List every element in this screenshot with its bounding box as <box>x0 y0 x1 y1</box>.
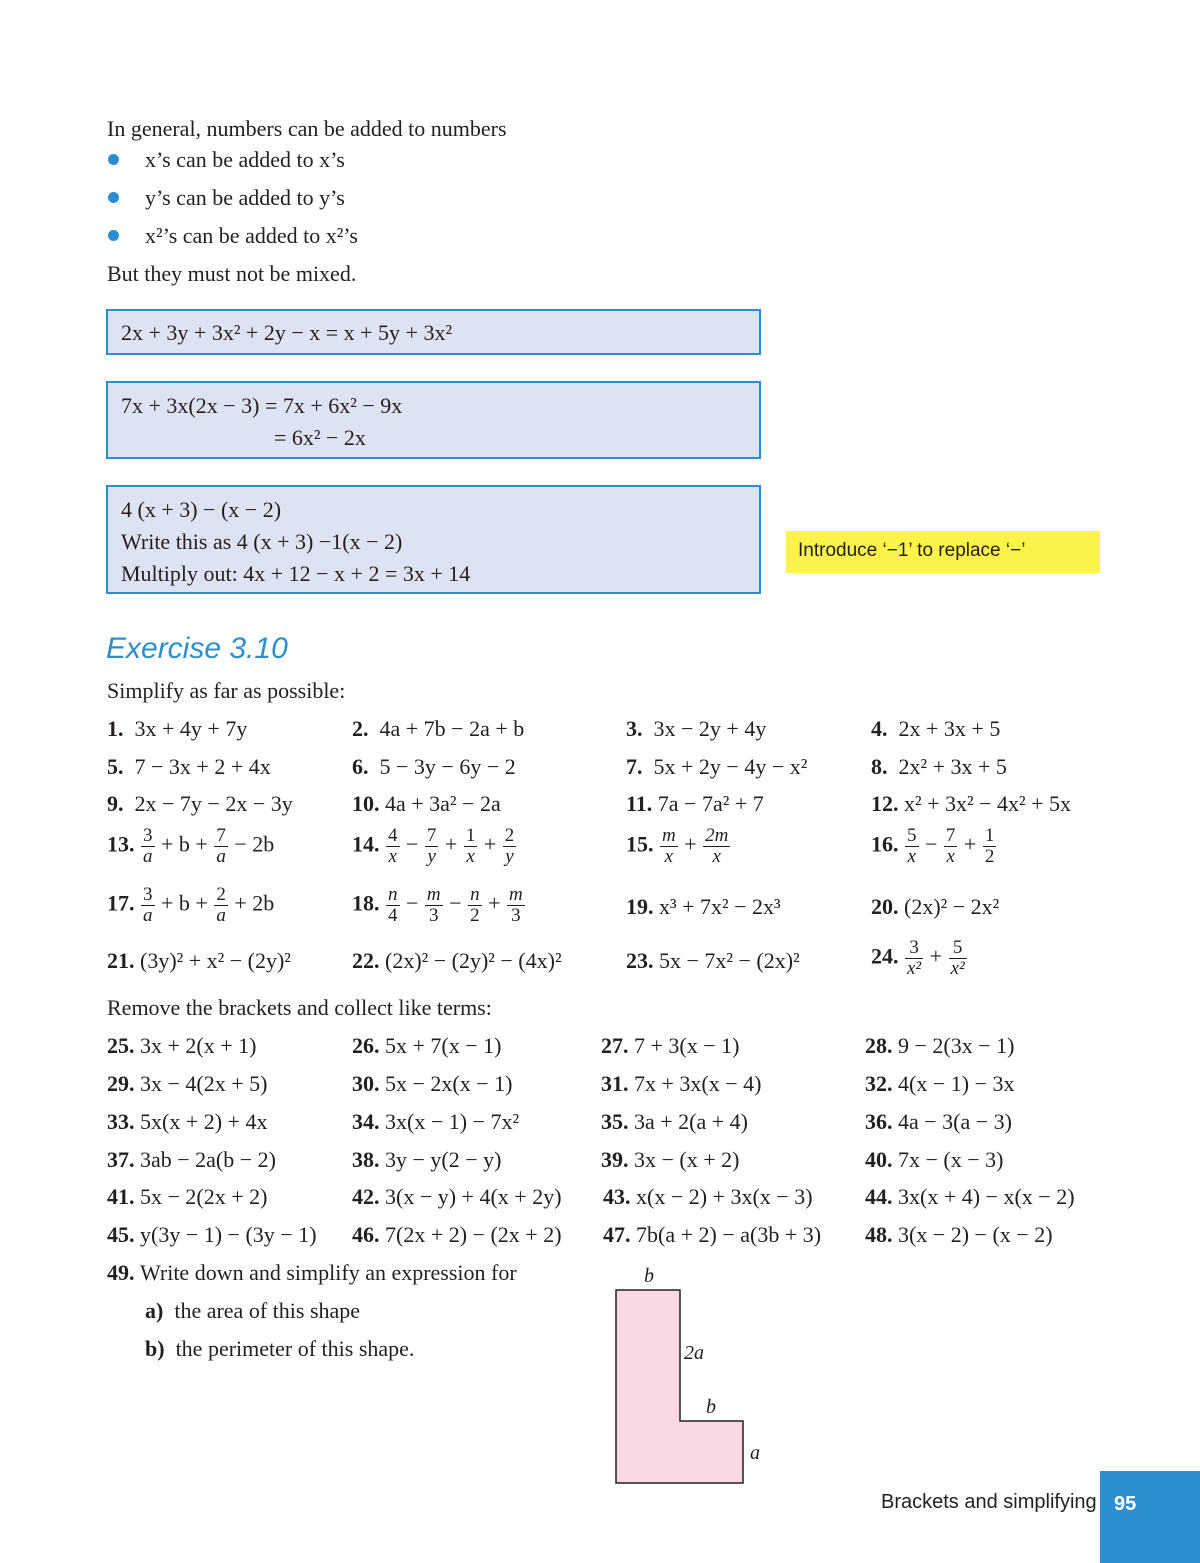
question: 29. 3x − 4(2x + 5) <box>107 1071 268 1096</box>
question: 39. 3x − (x + 2) <box>601 1147 740 1172</box>
example-text: 2x + 3y + 3x² + 2y − x = x + 5y + 3x² <box>121 320 453 345</box>
exercise-title: Exercise 3.10 <box>106 632 288 665</box>
fraction: $\frac{m}{3}$ <box>426 884 441 926</box>
question: 8. 2x² + 3x + 5 <box>871 754 1007 779</box>
question: 12. x² + 3x² − 4x² + 5x <box>871 791 1072 816</box>
bullet-item: x²’s can be added to x²’s <box>145 223 358 248</box>
question: 1. 3x + 4y + 7y <box>107 716 248 741</box>
example-box <box>106 485 761 594</box>
shape-label-inner-vertical: 2a <box>684 1342 704 1364</box>
question: 48. 3(x − 2) − (x − 2) <box>865 1222 1053 1247</box>
question: 4. 2x + 3x + 5 <box>871 716 1001 741</box>
fraction: $\frac{5}{\text{x²}}$ <box>950 937 965 979</box>
fraction: $\frac{3}{\text{x²}}$ <box>907 937 922 979</box>
question: 42. 3(x − y) + 4(x + 2y) <box>352 1184 562 1209</box>
intro-line: In general, numbers can be added to numbers <box>107 116 507 141</box>
shape-label-top: b <box>644 1265 654 1287</box>
question: 19. x³ + 7x² − 2x³ <box>626 894 781 919</box>
fraction: $\frac{1}{2}$ <box>984 825 995 867</box>
page-number: 95 <box>1100 1471 1200 1563</box>
example-text: = 6x² − 2x <box>274 425 366 450</box>
fraction: $\frac{5}{x}$ <box>907 825 917 867</box>
question: 24. $\frac{3}{\text{x²}}$ + $\frac{5}{\text{x²}}$ <box>871 937 965 979</box>
shape-label-right: a <box>750 1442 760 1464</box>
shape-label-inner-horizontal: b <box>706 1396 716 1418</box>
example-box <box>106 381 761 459</box>
question: 22. (2x)² − (2y)² − (4x)² <box>352 948 562 973</box>
bullet-marker <box>108 154 119 165</box>
question: 31. 7x + 3x(x − 4) <box>601 1071 762 1096</box>
fraction: $\frac{m}{3}$ <box>509 884 523 926</box>
question: 5. 7 − 3x + 2 + 4x <box>107 754 271 779</box>
question: 37. 3ab − 2a(b − 2) <box>107 1147 276 1172</box>
question: 14. $\frac{4}{x}$ − $\frac{7}{y}$ + $\frac{1}{x}$ + $\frac{2}{y}$ <box>352 825 515 867</box>
fraction: $\frac{n}{2}$ <box>470 884 480 926</box>
chapter-name: Brackets and simplifying <box>881 1491 1097 1513</box>
question: 10. 4a + 3a² − 2a <box>352 791 501 816</box>
fraction: $\frac{2}{a}$ <box>216 884 226 926</box>
example-text: Multiply out: 4x + 12 − x + 2 = 3x + 14 <box>121 561 471 586</box>
question: 41. 5x − 2(2x + 2) <box>107 1184 268 1209</box>
question: 38. 3y − y(2 − y) <box>352 1147 502 1172</box>
question: 2. 4a + 7b − 2a + b <box>352 716 525 741</box>
fraction: $\frac{7}{y}$ <box>426 825 437 867</box>
fraction: $\frac{2}{y}$ <box>504 825 515 867</box>
sub-question: a) the area of this shape <box>145 1298 361 1323</box>
fraction: $\frac{4}{x}$ <box>388 825 398 867</box>
question: 45. y(3y − 1) − (3y − 1) <box>107 1222 317 1247</box>
question: 15. $\frac{m}{x}$ + $\frac{2m}{x}$ <box>626 825 729 867</box>
question: 18. $\frac{n}{4}$ − $\frac{m}{3}$ − $\frac{n}{2}$ + $\frac{m}{3}$ <box>352 884 523 926</box>
question: 7. 5x + 2y − 4y − x² <box>626 754 808 779</box>
question: 13. $\frac{3}{a}$ + b + $\frac{7}{a}$ − 2b <box>107 825 275 867</box>
l-shape-polygon <box>616 1290 743 1483</box>
fraction: $\frac{n}{4}$ <box>388 884 398 926</box>
question: 20. (2x)² − 2x² <box>871 894 1000 919</box>
question: 21. (3y)² + x² − (2y)² <box>107 948 291 973</box>
question: 11. 7a − 7a² + 7 <box>626 791 764 816</box>
question: 43. x(x − 2) + 3x(x − 3) <box>603 1184 813 1209</box>
question: 25. 3x + 2(x + 1) <box>107 1033 257 1058</box>
question: 3. 3x − 2y + 4y <box>626 716 767 741</box>
example-text: 4 (x + 3) − (x − 2) <box>121 497 282 522</box>
question: 17. $\frac{3}{a}$ + b + $\frac{2}{a}$ + 2b <box>107 884 275 926</box>
bullet-marker <box>108 230 119 241</box>
question: 16. $\frac{5}{x}$ − $\frac{7}{x}$ + $\frac{1}{2}$ <box>871 825 995 867</box>
fraction: $\frac{7}{x}$ <box>945 825 956 867</box>
question: 32. 4(x − 1) − 3x <box>865 1071 1015 1096</box>
fraction: $\frac{2m}{x}$ <box>705 825 729 867</box>
l-shape-diagram <box>600 1280 770 1500</box>
question: 36. 4a − 3(a − 3) <box>865 1109 1012 1134</box>
question: 35. 3a + 2(a + 4) <box>601 1109 748 1134</box>
question: 34. 3x(x − 1) − 7x² <box>352 1109 520 1134</box>
question: 30. 5x − 2x(x − 1) <box>352 1071 513 1096</box>
question: 44. 3x(x + 4) − x(x − 2) <box>865 1184 1075 1209</box>
fraction: $\frac{3}{a}$ <box>143 825 153 867</box>
question: 28. 9 − 2(3x − 1) <box>865 1033 1015 1058</box>
question: 33. 5x(x + 2) + 4x <box>107 1109 268 1134</box>
question: 26. 5x + 7(x − 1) <box>352 1033 502 1058</box>
bullet-item: y’s can be added to y’s <box>145 185 345 210</box>
fraction: $\frac{3}{a}$ <box>143 884 153 926</box>
example-text: 7x + 3x(2x − 3) = 7x + 6x² − 9x <box>121 393 403 418</box>
question: 27. 7 + 3(x − 1) <box>601 1033 740 1058</box>
question: 47. 7b(a + 2) − a(3b + 3) <box>603 1222 822 1247</box>
question: 40. 7x − (x − 3) <box>865 1147 1004 1172</box>
bullet-marker <box>108 192 119 203</box>
exercise-instruction: Simplify as far as possible: <box>107 678 346 703</box>
sub-question: b) the perimeter of this shape. <box>145 1336 415 1361</box>
fraction: $\frac{m}{x}$ <box>662 825 676 867</box>
example-box <box>106 309 761 355</box>
question: 6. 5 − 3y − 6y − 2 <box>352 754 516 779</box>
question: 9. 2x − 7y − 2x − 3y <box>107 791 293 816</box>
fraction: $\frac{7}{a}$ <box>216 825 226 867</box>
question: 46. 7(2x + 2) − (2x + 2) <box>352 1222 562 1247</box>
exercise-instruction: Remove the brackets and collect like terms: <box>107 995 492 1020</box>
question: 49. Write down and simplify an expression for <box>107 1260 517 1285</box>
intro-line: But they must not be mixed. <box>107 261 357 286</box>
example-text: Write this as 4 (x + 3) −1(x − 2) <box>121 529 403 554</box>
bullet-item: x’s can be added to x’s <box>145 147 345 172</box>
fraction: $\frac{1}{x}$ <box>465 825 476 867</box>
margin-note: Introduce ‘−1’ to replace ‘−’ <box>786 531 1100 573</box>
question: 23. 5x − 7x² − (2x)² <box>626 948 800 973</box>
